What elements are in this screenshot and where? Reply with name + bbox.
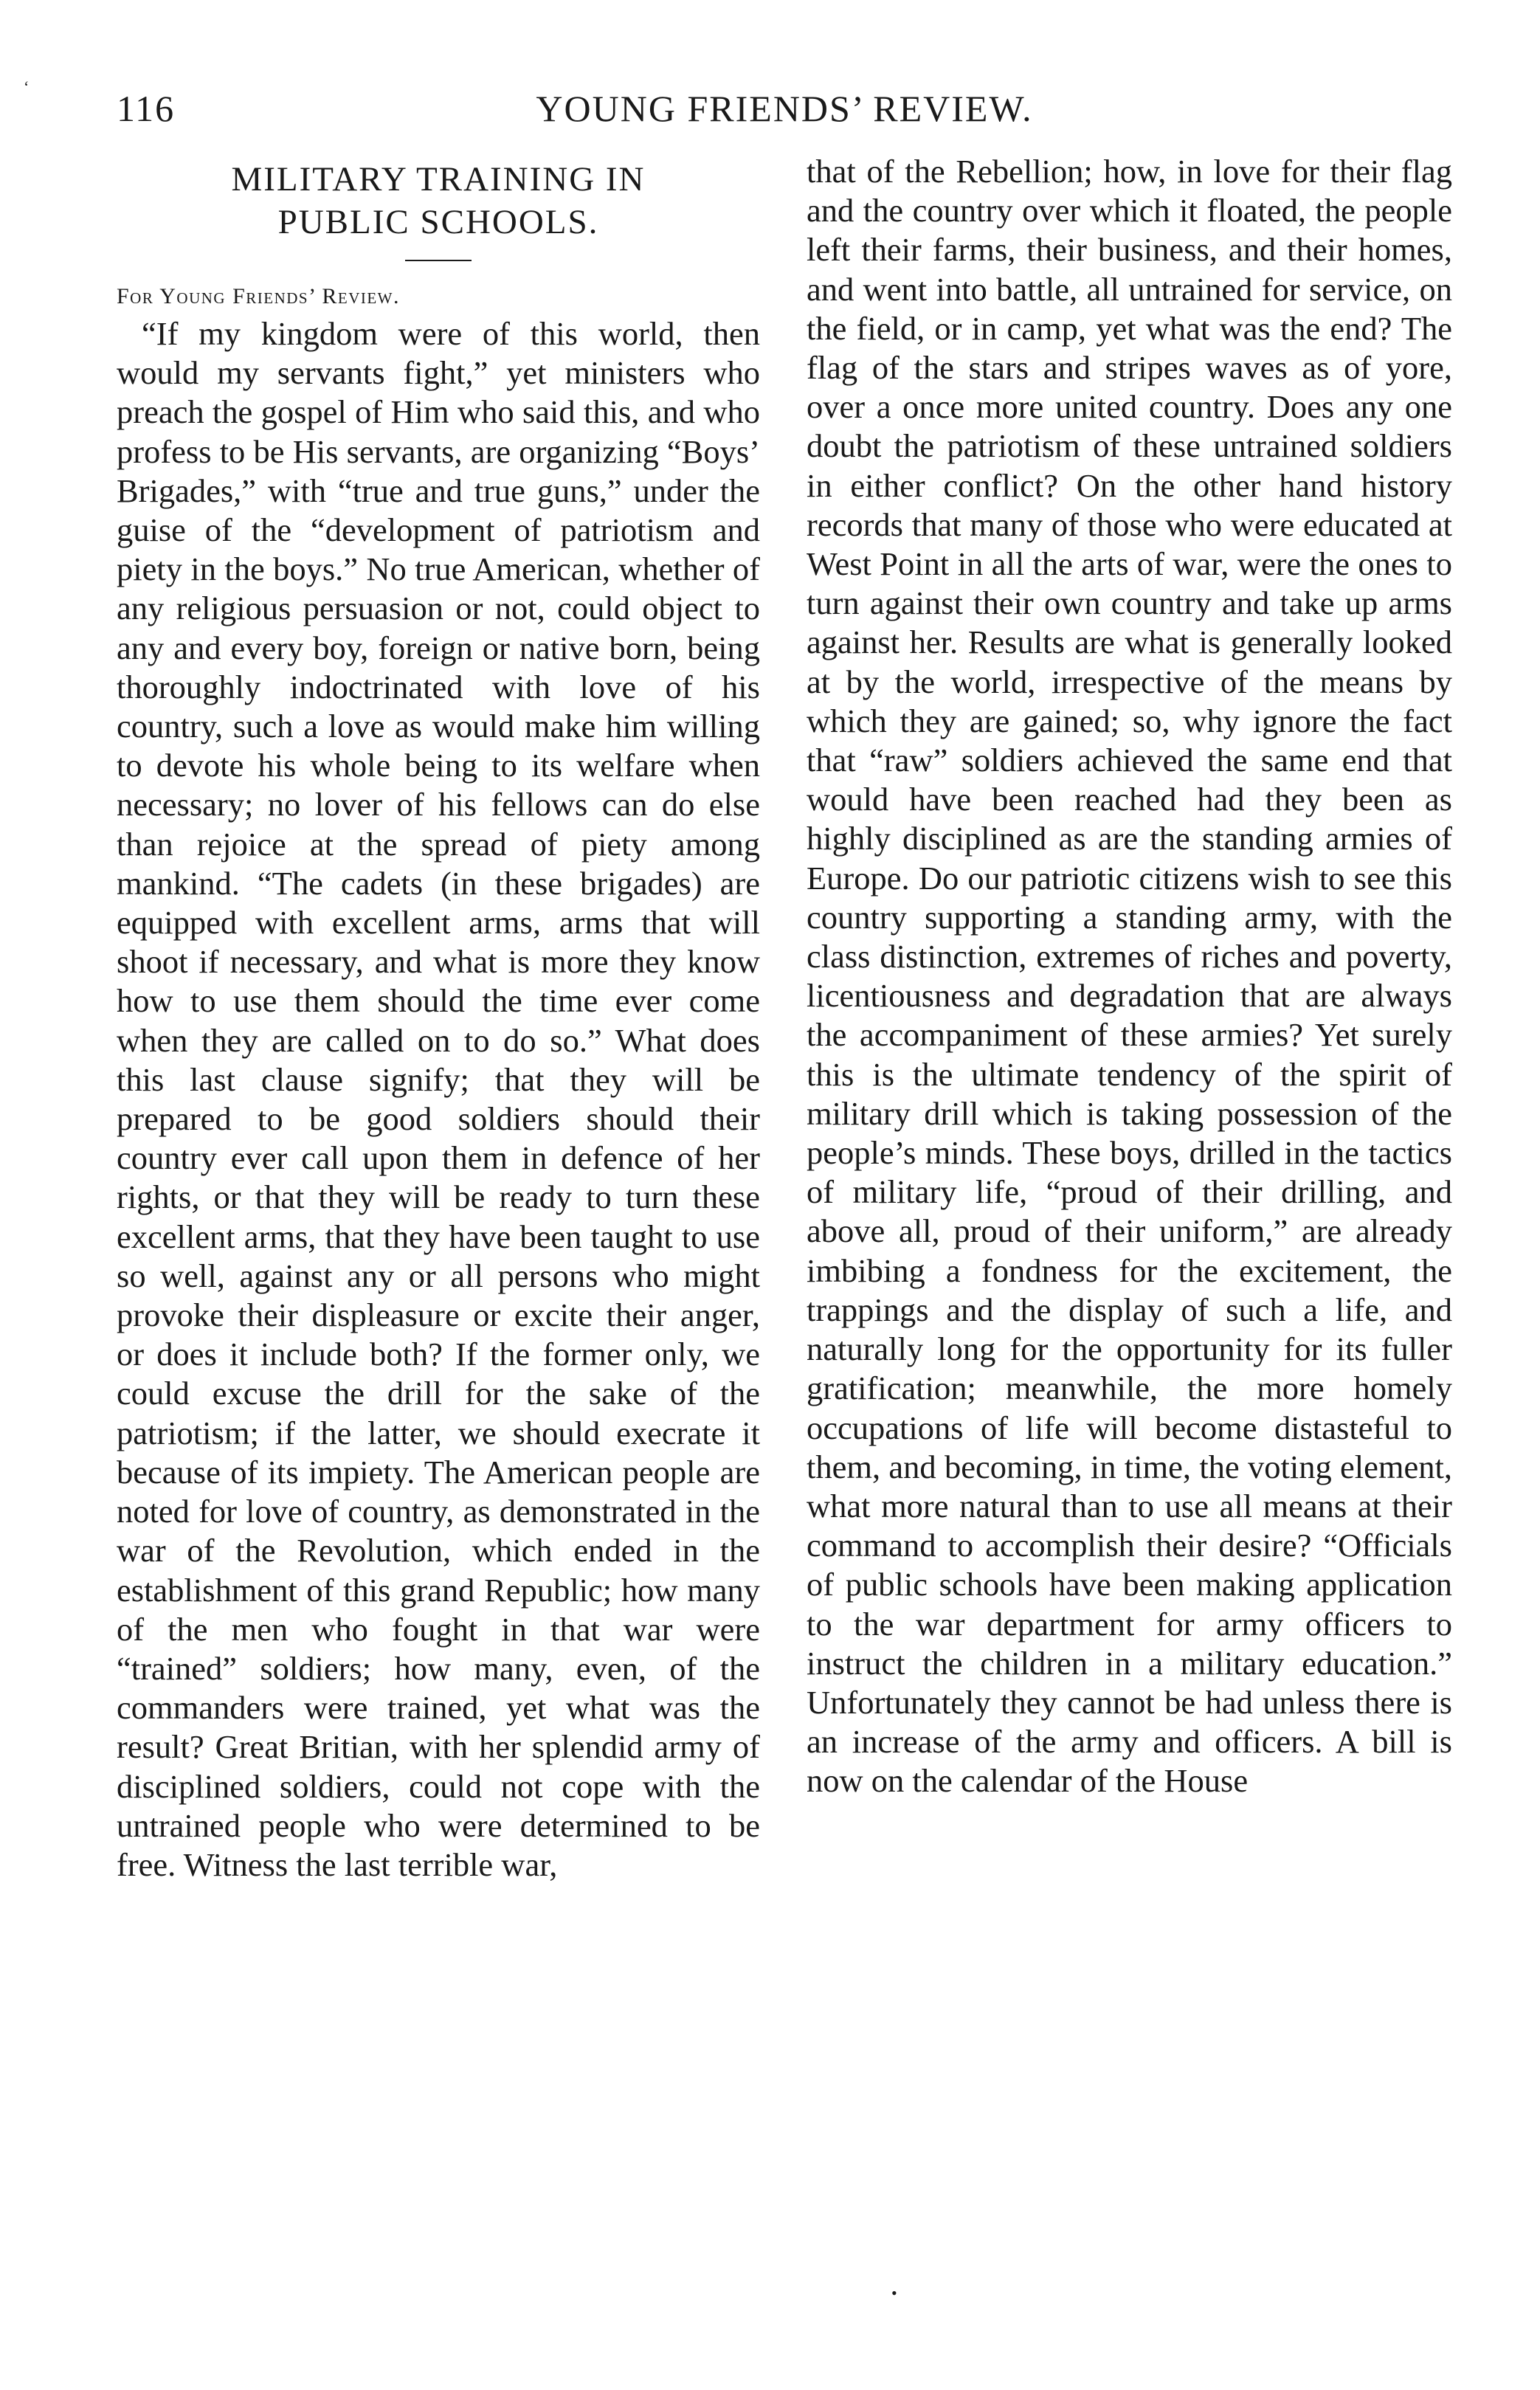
- running-head: [117, 87, 1452, 139]
- journal-title: YOUNG FRIENDS’ REVIEW.: [536, 88, 1033, 129]
- article-title: [117, 158, 760, 244]
- byline: For Young Friends’ Review.: [117, 284, 401, 308]
- margin-speck: ‘: [24, 77, 30, 96]
- article-title-line-2: PUBLIC SCHOOLS.: [277, 203, 599, 241]
- page-number: 116: [117, 88, 176, 129]
- left-column: [117, 152, 760, 1885]
- footer-dot: •: [891, 2284, 897, 2302]
- right-column: [807, 152, 1452, 1801]
- article-title-line-1: MILITARY TRAINING IN: [231, 160, 646, 198]
- article-body-left: “If my kingdom were of this world, then would my servants fight,” yet ministers who preach the gospel of Him who said this, and who profess to be His servants, are organizing “Boys’ Brigades,” with “true and true guns,” under the guise of the “development of patriotism and piety in the boys.” No true American, whether of any religious persuasion or not, could object to any and every boy, foreign or native born, being thoroughly indoctrinated with love of his country, such a love as would make him willing to devote his whole being to its welfare when necessary; no lover of his fellows can do else than rejoice at the spread of piety among mankind. “The cadets (in these brigades) are equipped with excellent arms, arms that will shoot if necessary, and what is more they know how to use them should the time ever come when they are called on to do so.” What does this last clause signify; that they will be prepared to be good soldiers should their country ever call upon them in defence of her rights, or that they will be ready to turn these excellent arms, that they have been taught to use so well, against any or all persons who might provoke their displeasure or excite their anger, or does it include both? If the former only, we could excuse the drill for the sake of the patriotism; if the latter, we should execrate it because of its impiety. The American people are noted for love of country, as demonstrated in the war of the Revolution, which ended in the establishment of this grand Republic; how many of the men who fought in that war were “trained” soldiers; how many, even, of the commanders were trained, yet what was the result? Great Britian, with her splendid army of disciplined soldiers, could not cope with the untrained people who were determined to be free. Witness the last terrible war,: [117, 315, 760, 1883]
- article-body-right: that of the Rebellion; how, in love for their flag and the country over which it floated, the people left their farms, their business, and their homes, and went into battle, all untrained for service, on the field, or in camp, yet what was the end? The flag of the stars and stripes waves as of yore, over a once more united country. Does any one doubt the patriotism of these untrained soldiers in either conflict? On the other hand history records that many of those who were educated at West Point in all the arts of war, were the ones to turn against their own country and take up arms against her. Results are what is generally looked at by the world, irrespective of the means by which they are gained; so, why ignore the fact that “raw” soldiers achieved the same end that would have been reached had they been as highly disciplined as are the standing armies of Europe. Do our patriotic citizens wish to see this country supporting a standing army, with the class distinction, extremes of riches and poverty, licentiousness and degradation that are always the accompaniment of these armies? Yet surely this is the ultimate tendency of the spirit of military drill which is taking possession of the people’s minds. These boys, drilled in the tactics of military life, “proud of their drilling, and above all, proud of their uniform,” are already imbibing a fondness for the excitement, the trappings and the display of such a life, and naturally long for the opportunity for its fuller gratification; meanwhile, the more homely occupations of life will become distasteful to them, and becoming, in time, the voting element, what more natural than to use all means at their command to accomplish their desire? “Officials of public schools have been making application to the war department for army officers to instruct the children in a military education.” Unfortunately they cannot be had unless there is an increase of the army and officers. A bill is now on the calendar of the House: [807, 153, 1452, 1800]
- title-rule: [405, 260, 472, 261]
